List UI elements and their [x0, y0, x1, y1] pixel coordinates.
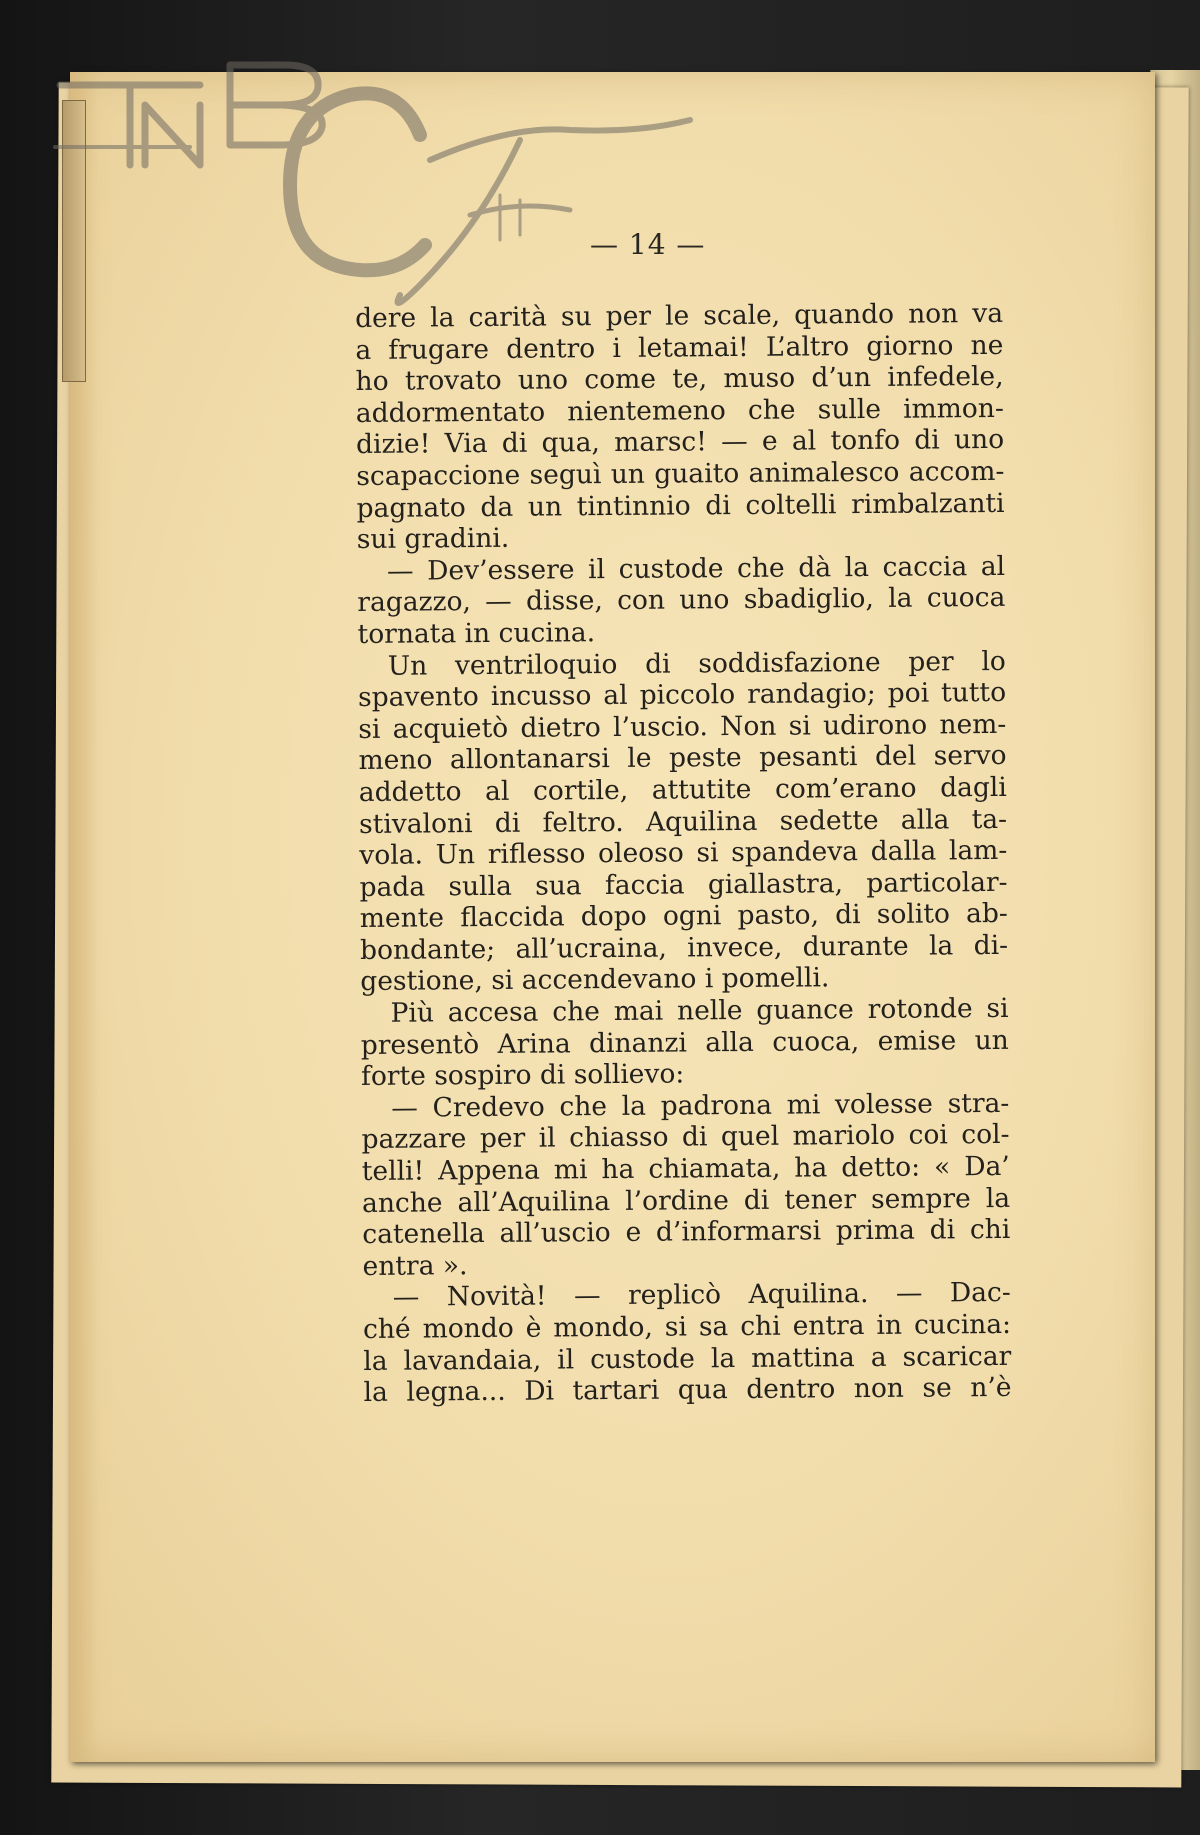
- text-line: presentò Arina dinanzi alla cuoca, emise un: [360, 1024, 1009, 1061]
- text-line: scapaccione seguì un guaito animalesco accom-: [356, 455, 1005, 492]
- text-line: pagnato da un tintinnio di coltelli rimbalzanti: [356, 487, 1005, 524]
- paragraph: [355, 298, 1005, 556]
- text-line: spavento incusso al piccolo randagio; poi tutto: [357, 677, 1007, 714]
- text-line: stivaloni di feltro. Aquilina sedette alla ta-: [358, 803, 1008, 840]
- text-line: telli! Appena mi ha chiamata, ha detto: « Da’: [361, 1150, 1010, 1188]
- text-line: la legna... Di tartari qua dentro non se n’è: [363, 1372, 1012, 1409]
- text-line: catenella all’uscio e d’informarsi prima di chi: [362, 1214, 1011, 1251]
- text-line: addetto al cortile, attutite com’erano dagli: [358, 771, 1007, 808]
- text-line: addormentato nientemeno che sulle immon-: [355, 392, 1004, 429]
- text-line: gestione, si accendevano i pomelli.: [360, 962, 830, 998]
- text-line: — Credevo che la padrona mi volesse stra-: [391, 1087, 1010, 1124]
- paragraph: [358, 645, 1009, 998]
- text-line: sui gradini.: [356, 522, 510, 556]
- text-line: dere la carità su per le scale, quando non va: [355, 297, 1004, 334]
- text-line: ho trovato uno come te, muso d’un infedele,: [355, 361, 1004, 398]
- text-line: mente flaccida dopo ogni pasto, di solito ab-: [359, 898, 1008, 935]
- paragraph: [357, 551, 1006, 651]
- text-line: tornata in cucina.: [357, 617, 596, 650]
- text-line: bondante; all’ucraina, invece, durante la di-: [359, 929, 1009, 966]
- text-line: a frugare dentro i letamai! L’altro giorno ne: [355, 329, 1004, 366]
- library-watermark-logo: [50, 25, 710, 325]
- text-line: pada sulla sua faccia giallastra, particolar-: [359, 866, 1008, 903]
- text-line: ché mondo è mondo, si sa chi entra in cucina:: [362, 1308, 1012, 1345]
- text-line: Un ventriloquio di soddisfazione per lo: [387, 645, 1006, 682]
- text-line: — Novità! — replicò Aquilina. — Dac-: [392, 1277, 1011, 1314]
- text-line: — Dev’essere il custode che dà la caccia al: [386, 550, 1006, 587]
- page-number: — 14 —: [590, 228, 706, 261]
- body-text: [355, 298, 1012, 1409]
- text-line: entra ».: [362, 1249, 468, 1282]
- paragraph: [361, 1088, 1010, 1283]
- paragraph: [360, 993, 1009, 1093]
- text-line: dizie! Via di qua, marsc! — e al tonfo di uno: [355, 424, 1005, 461]
- text-line: pazzare per il chiasso di quel mariolo coi col-: [361, 1119, 1010, 1156]
- text-line: meno allontanarsi le peste pesanti del servo: [358, 740, 1007, 777]
- text-line: Più accesa che mai nelle guance rotonde si: [390, 992, 1009, 1029]
- text-line: forte sospiro di sollievo:: [360, 1058, 685, 1093]
- watermark-text: BNCF: [220, 315, 224, 316]
- text-line: anche all’Aquilina l’ordine di tener sempre la: [361, 1182, 1011, 1219]
- text-line: si acquietò dietro l’uscio. Non si udirono nem-: [358, 708, 1007, 745]
- text-line: vola. Un riflesso oleoso si spandeva dalla lam-: [359, 834, 1008, 872]
- paragraph: [363, 1277, 1012, 1408]
- text-line: ragazzo, — disse, con uno sbadiglio, la cuoca: [357, 582, 1006, 619]
- text-line: la lavandaia, il custode la mattina a scaricar: [363, 1340, 1012, 1377]
